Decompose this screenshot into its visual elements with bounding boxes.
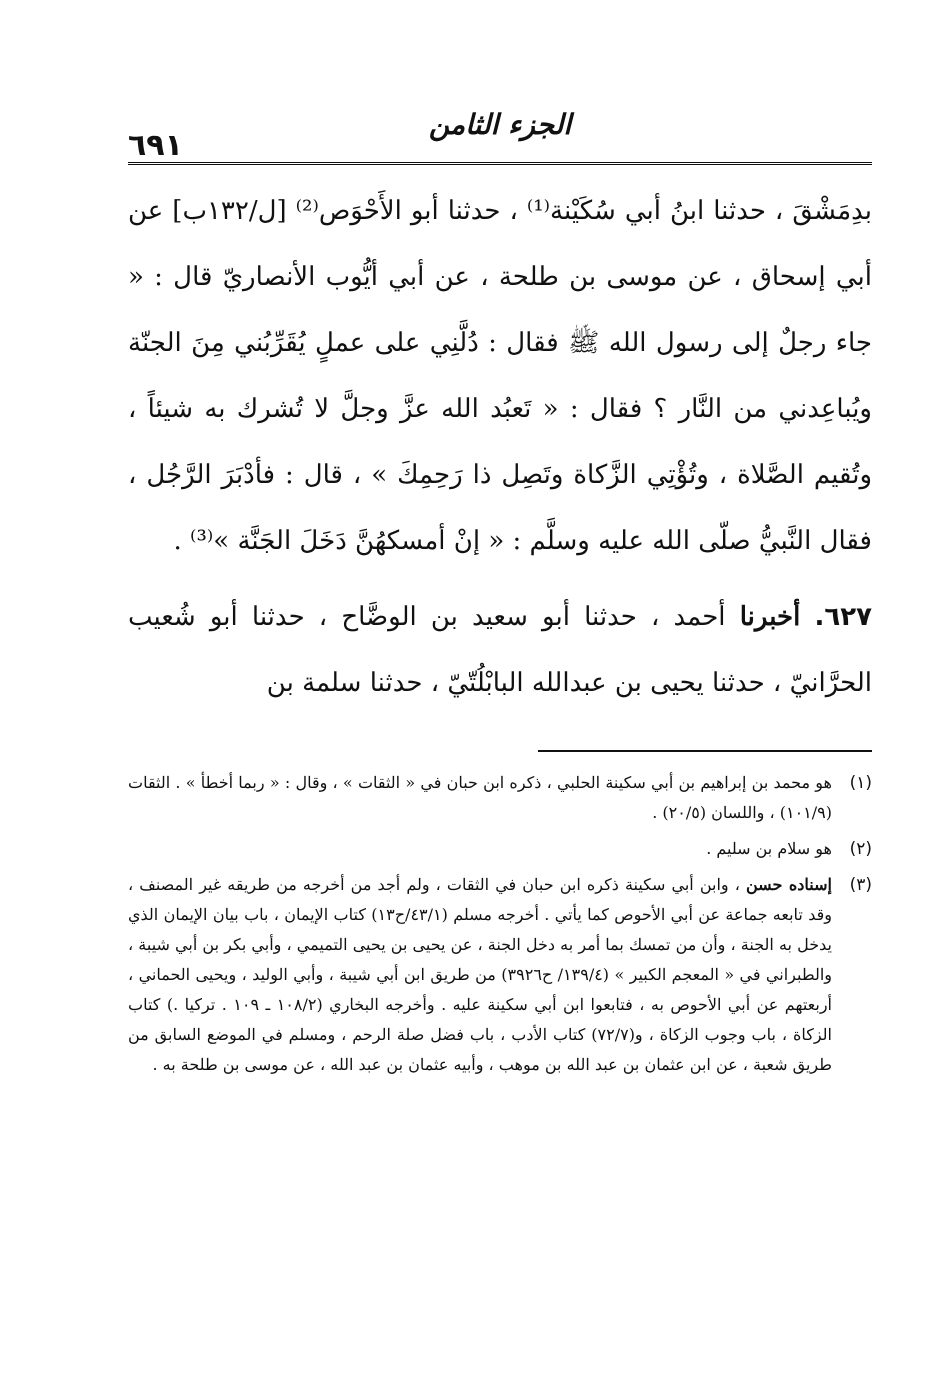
main-text (128, 178, 872, 716)
running-title: الجزء الثامن (428, 108, 572, 141)
header-divider (128, 162, 872, 165)
hadith-lead-word: أخبرنا (739, 602, 801, 632)
hadith-number: ٦٢٧. (814, 602, 873, 632)
paragraph-gap (128, 574, 872, 584)
page-header (128, 108, 872, 163)
footnote-lead: إسناده حسن (746, 875, 832, 894)
page-number: ٦٩١ (128, 128, 183, 163)
footnote-number: (١) (849, 773, 872, 793)
footnote-2 (128, 834, 872, 864)
footnote-number: (٣) (849, 875, 872, 895)
footnote-divider (538, 750, 872, 752)
footnote-text (128, 870, 832, 1080)
footnote-3 (128, 870, 872, 1080)
footnote-text: هو سلام بن سليم . (706, 839, 832, 858)
footnotes (128, 768, 872, 1086)
footnote-number: (٢) (849, 839, 872, 859)
footnote-body: ، وابن أبي سكينة ذكره ابن حبان في الثقات ، ولم أجد من أخرجه من طريقه غير المصنف ، وقد تابعه جماعة عن أبي الأحوص كما يأتي . أخرجه مسلم (٤٣/١/ح١٣) كتاب الإيمان ، باب بيان الإيمان الذي يدخل به الجنة ، وأن من تمسك بما أمر به دخل الجنة ، عن يحيى بن يحيى التميمي ، وأبي بكر بن أبي شيبة ، والطبراني في « المعجم الكبير » (١٣٩/٤/ ح٣٩٢٦) من طريق ابن أبي شيبة ، وأبي الوليد ، ويحيى الحماني ، أربعتهم عن أبي الأحوص به ، فتابعوا ابن أبي سكينة عليه . وأخرجه البخاري (١٠٨/٢ ـ ١٠٩ . تركيا .) كتاب الزكاة ، باب وجوب الزكاة ، و(٧٢/٧) كتاب الأدب ، باب فضل صلة الرحم ، ومسلم في الموضع السابق من طريق شعبة ، عن ابن عثمان بن عبد الله بن موهب ، وأبيه عثمان بن عبد الله ، عن موسى بن طلحة به . (128, 875, 833, 1074)
footnote-1 (128, 768, 872, 828)
hadith-text: أحمد ، حدثنا أبو سعيد بن الوضَّاح ، حدثنا أبو شُعيب الحرَّانيّ ، حدثنا يحيى بن عبدالله البابْلُتّيّ ، حدثنا سلمة بن (128, 602, 872, 698)
hadith-paragraph (128, 584, 872, 716)
paragraph-continuation: بدِمَشْقَ ، حدثنا ابنُ أبي سُكَيْنة⁽¹⁾ ، حدثنا أبو الأَحْوَص⁽²⁾ [ل/١٣٢ب] عن أبي إسحاق ، عن موسى بن طلحة ، عن أبي أيُّوب الأنصاريّ قال : « جاء رجلٌ إلى رسول الله ﷺ فقال : دُلَّنِي على عملٍ يُقَرِّبُني مِنَ الجنّة ويُباعِدني من النَّار ؟ فقال : « تَعبُد الله عزَّ وجلَّ لا تُشرك به شيئاً ، وتُقيم الصَّلاة ، وتُؤْتِي الزَّكاة وتَصِل ذا رَحِمِكَ » ، قال : فأدْبَرَ الرَّجُل ، فقال النَّبيُّ صلّى الله عليه وسلَّم : « إنْ أمسكهُنَّ دَخَلَ الجَنَّة »⁽³⁾ . (128, 196, 873, 556)
footnote-text: هو محمد بن إبراهيم بن أبي سكينة الحلبي ، ذكره ابن حبان في « الثقات » ، وقال : « ربما أخطأ » . الثقات (١٠١/٩) ، واللسان (٢٠/٥) . (128, 773, 832, 822)
